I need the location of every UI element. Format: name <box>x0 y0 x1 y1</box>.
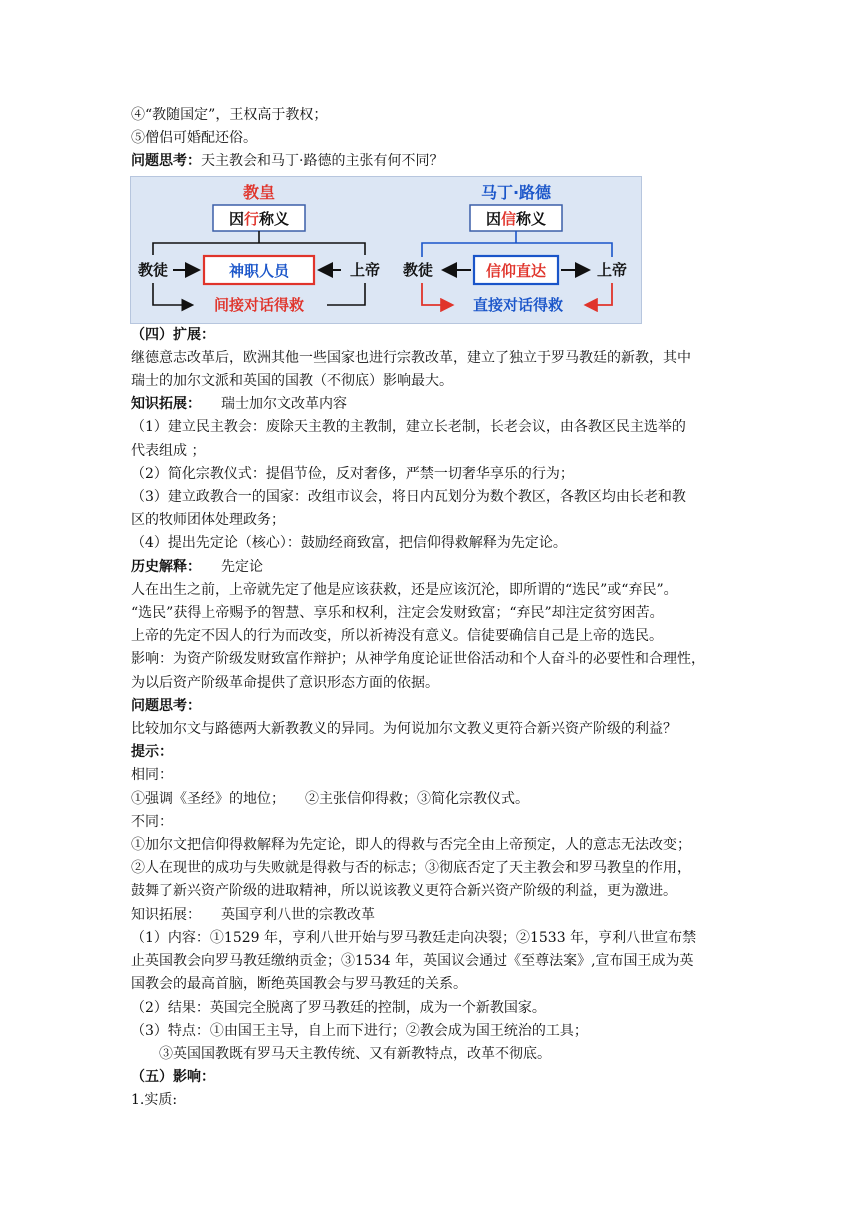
diagram-right-bracket <box>422 243 612 257</box>
text-line: （3）建立政教合一的国家：改组市议会，将日内瓦划分为数个教区，各教区均由长老和教 <box>131 489 686 506</box>
question-text: 天主教会和马丁·路德的主张有何不同？ <box>201 153 444 170</box>
text-line: 代表组成 ； <box>131 442 206 459</box>
text-line: （3）特点：①由国王主导，自上而下进行；②教会成为国王统治的工具； <box>131 1022 588 1039</box>
diagram-left-bracket <box>153 243 365 255</box>
diagram-svg <box>131 177 641 323</box>
text-line: ④“教随国定”，王权高于教权； <box>131 107 328 123</box>
text-line: （2）简化宗教仪式：提倡节俭，反对奢侈，严禁一切奢华享乐的行为； <box>131 465 574 482</box>
diagram-left-bottom-line <box>327 283 365 305</box>
knowledge-label: 知识拓展： <box>131 396 201 413</box>
hint-same: ①强调《圣经》的地位； ②主张信仰得救；③简化宗教仪式。 <box>131 790 529 807</box>
diagram-left-center: 神职人员 <box>228 261 290 280</box>
comparison-diagram <box>130 176 642 324</box>
text-line: 国教会的最高首脑，断绝英国教会与罗马教廷的关系。 <box>131 976 467 993</box>
text-line: （1）建立民主教会：废除天主教的主教制，建立长老制，长老会议，由各教区民主选举的 <box>131 419 686 436</box>
text-line: （4）提出先定论（核心）：鼓励经商致富，把信仰得救解释为先定论。 <box>131 535 567 552</box>
diagram-right-top-text: 因信称义 <box>485 209 547 228</box>
text-line: ②人在现世的成功与失败就是得救与否的标志；③彻底否定了天主教会和罗马教皇的作用， <box>131 860 691 877</box>
text-line: 瑞士的加尔文派和英国的国教（不彻底）影响最大。 <box>131 373 453 390</box>
knowledge-label: 知识拓展： <box>131 906 201 923</box>
knowledge-title: 瑞士加尔文改革内容 <box>221 396 347 413</box>
text-line: 区的牧师团体处理政务； <box>131 512 285 529</box>
text-line: 人在出生之前，上帝就先定了他是应该获救，还是应该沉沦，即所谓的“选民”或“弃民”。 <box>131 581 678 598</box>
history-title: 先定论 <box>221 558 263 575</box>
text-line: 为以后资产阶级革命提供了意识形态方面的依据。 <box>131 674 439 691</box>
section-heading: （四）扩展： <box>131 326 215 343</box>
text-line: ①加尔文把信仰得救解释为先定论，即人的得救与否完全由上帝预定，人的意志无法改变； <box>131 837 691 854</box>
knowledge-2-heading <box>131 904 729 927</box>
text-line: ⑤僧侣可婚配还俗。 <box>131 130 257 147</box>
document-page <box>131 104 729 1113</box>
text-line: 1.实质: <box>131 1092 178 1109</box>
text-line: 继德意志改革后，欧洲其他一些国家也进行宗教改革，建立了独立于罗马教廷的新教，其中 <box>131 349 691 366</box>
diagram-right-title: 马丁·路德 <box>480 182 552 202</box>
text-line: （2）结果：英国完全脱离了罗马教廷的控制，成为一个新教国家。 <box>131 999 546 1016</box>
diagram-left-believer: 教徒 <box>137 260 169 279</box>
diagram-left-title: 教皇 <box>242 182 276 202</box>
section-heading: （五）影响： <box>131 1069 215 1086</box>
text-line: 上帝的先定不因人的行为而改变，所以祈祷没有意义。信徒要确信自己是上帝的选民。 <box>131 628 663 645</box>
text-line: 止英国教会向罗马教廷缴纳贡金；③1534 年，英国议会通过《至尊法案》,宣布国王成为英 <box>131 953 694 970</box>
hint-diff-label: 不同： <box>131 813 173 830</box>
knowledge-title: 英国亨利八世的宗教改革 <box>221 906 375 923</box>
text-line: （1）内容：①1529 年，亨利八世开始与罗马教廷走向决裂；②1533 年，亨利八世宣布禁 <box>131 929 697 946</box>
diagram-left-top-text: 因行称义 <box>228 209 290 228</box>
text-line: “选民”获得上帝赐予的智慧、享乐和权利，注定会发财致富；“弃民”却注定贫穷困苦。 <box>131 605 664 622</box>
diagram-right-bottom-arrow-2 <box>587 283 612 305</box>
knowledge-heading <box>131 393 729 416</box>
question-2-label: 问题思考： <box>131 697 201 714</box>
diagram-left-bottom-arrow <box>153 283 191 305</box>
history-heading <box>131 556 729 579</box>
diagram-left-god: 上帝 <box>349 260 381 279</box>
diagram-right-believer: 教徒 <box>402 260 434 279</box>
text-line: ③英国国教既有罗马天主教传统、又有新教特点，改革不彻底。 <box>159 1045 551 1062</box>
diagram-right-bottom: 直接对话得救 <box>472 295 564 314</box>
question-label: 问题思考： <box>131 153 201 170</box>
text-line: 鼓舞了新兴资产阶级的进取精神，所以说该教义更符合新兴资产阶级的利益，更为激进。 <box>131 883 677 900</box>
diagram-right-god: 上帝 <box>596 260 628 279</box>
history-label: 历史解释： <box>131 558 201 575</box>
question-2-text: 比较加尔文与路德两大新教教义的异同。为何说加尔文教义更符合新兴资产阶级的利益？ <box>131 721 677 738</box>
diagram-left-bottom: 间接对话得救 <box>213 295 305 314</box>
text-line: 影响：为资产阶级发财致富作辩护；从神学角度论证世俗活动和个人奋斗的必要性和合理性， <box>131 651 705 668</box>
hint-same-label: 相同： <box>131 767 173 784</box>
diagram-right-center: 信仰直达 <box>485 261 547 280</box>
question-1 <box>131 150 729 173</box>
diagram-right-bottom-arrow <box>422 283 451 305</box>
hint-label: 提示： <box>131 744 173 761</box>
